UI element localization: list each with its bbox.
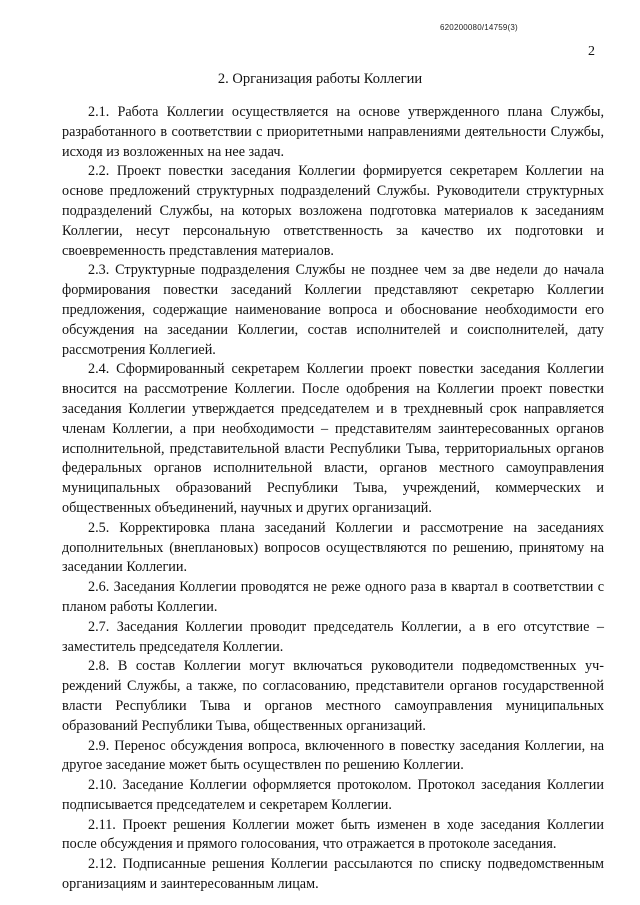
paragraph-2-7: 2.7. Заседания Коллегии проводит председатель Коллегии, а в его отсутствие – заместитель председателя Коллегии.	[62, 618, 604, 655]
paragraph-2-11: 2.11. Проект решения Коллегии может быть изменен в ходе заседания Коллегии после обсуждения и прямого голосования, что отражается в протоколе заседания.	[62, 816, 604, 853]
document-code: 620200080/14759(3)	[440, 23, 518, 32]
paragraph-2-1: 2.1. Работа Коллегии осуществляется на основе утвержденного плана Службы, разработанного в соответствии с приоритетными направлениями деятельности Службы, исходя из возложенных на нее задач.	[62, 104, 604, 160]
paragraph-2-10: 2.10. Заседание Коллегии оформляется протоколом. Протокол заседания Коллегии подписывается председателем и секретарем Коллегии.	[62, 777, 604, 813]
section-body	[62, 103, 604, 895]
paragraph-2-4: 2.4. Сформированный секретарем Коллегии проект повестки заседания Коллегии вносится на рассмотрение Коллегии. После одобрения на Коллегии проект повестки заседания Коллегии утверждается председателем и в трехдневный срок направляется членам Коллегии, а при необходимости – представителям заинтересованных органов исполнительной, представительной власти Республики Тыва, территориальных органов федеральных органов исполнительной власти, органов местного самоуправления муниципальных образований Республики Тыва, учреждений, коммерческих и общественных объединений, научных и других организаций.	[62, 361, 604, 516]
section-heading: 2. Организация работы Коллегии	[217, 71, 423, 87]
paragraph-2-9: 2.9. Перенос обсуждения вопроса, включенного в повестку заседания Коллегии, на другое заседание может быть осуществлен по решению Коллегии.	[62, 737, 604, 774]
page-number: 2	[588, 44, 595, 59]
paragraph-2-5: 2.5. Корректировка плана заседаний Коллегии и рассмотрение на заседаниях дополнительных (внеплановых) вопросов осуществляются по решению, принятому на заседании Коллегии.	[62, 519, 604, 576]
paragraph-2-12: 2.12. Подписанные решения Коллегии рассылаются по списку подведомственным организациям и заинтересованным лицам.	[62, 856, 604, 893]
paragraph-2-2: 2.2. Проект повестки заседания Коллегии формируется секретарем Коллегии на основе предложений структурных подразделений Службы. Руководители структурных подразделений Службы, на которых возложена подготовка материалов к заседаниям Коллегии, несут персональную ответственность за качество их подготовки и своевременность представления материалов.	[62, 163, 604, 259]
paragraph-2-3: 2.3. Структурные подразделения Службы не позднее чем за две недели до начала формирования повестки заседаний Коллегии представляют секретарю Коллегии предложения, содержащие наименование вопроса и обоснование необходимости его обсуждения на заседании Коллегии, состав исполнителей и соисполнителей, дату рассмотрения Коллегией.	[62, 262, 604, 358]
paragraph-2-6: 2.6. Заседания Коллегии проводятся не реже одного раза в квартал в соответствии с планом работы Коллегии.	[62, 579, 604, 615]
paragraph-2-8: 2.8. В состав Коллегии могут включаться руководители подведомственных учреждений Службы, а также, по согласованию, представители органов государственной власти Республики Тыва и органов местного самоуправления муниципальных образований Республики Тыва, общественных организаций.	[62, 658, 604, 734]
